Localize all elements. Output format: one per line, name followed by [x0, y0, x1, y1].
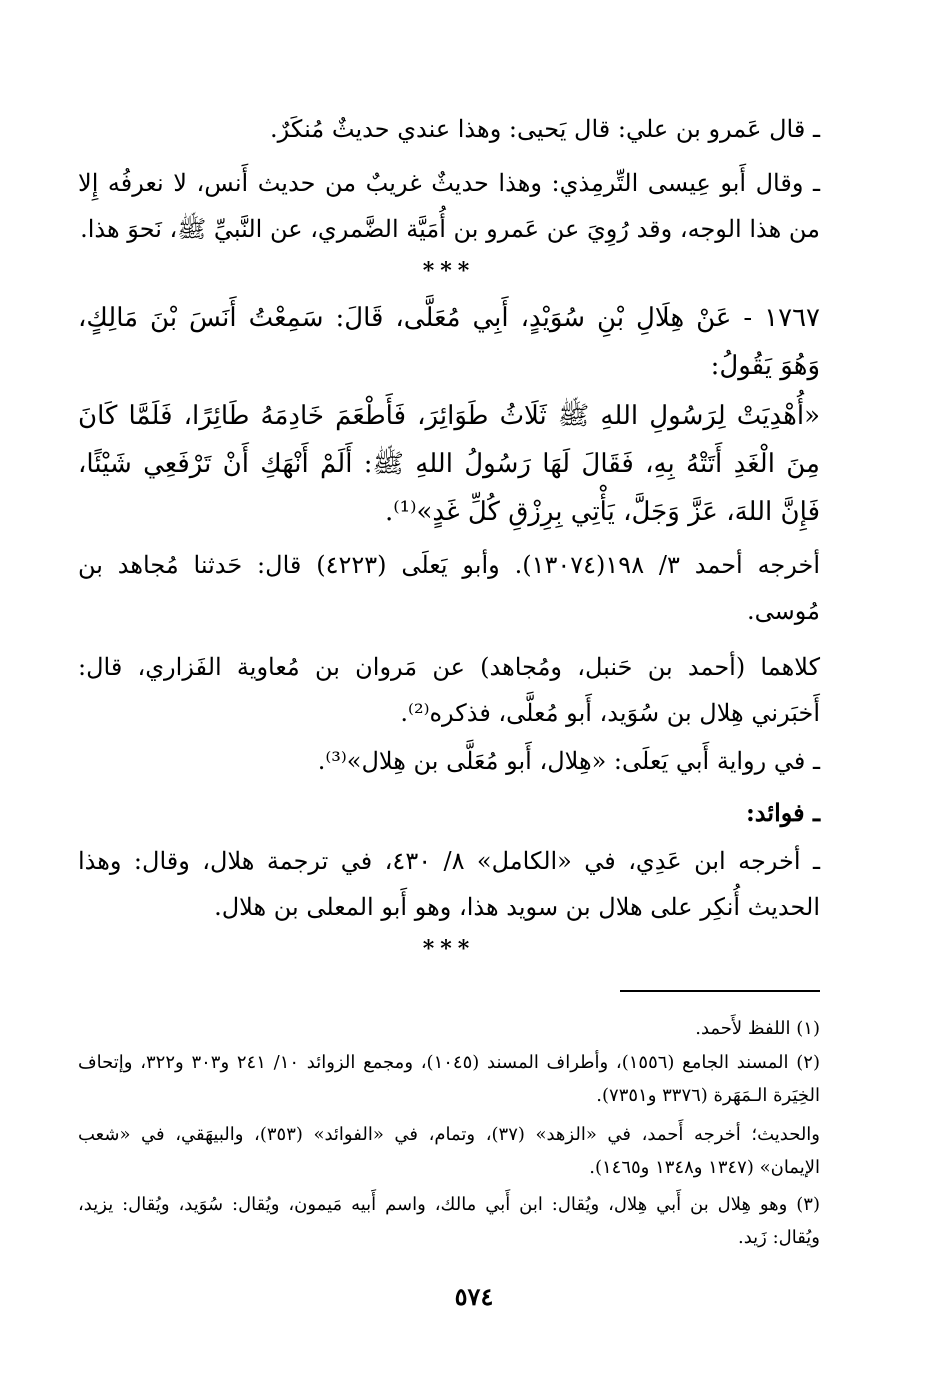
- footnote-1: (١) اللفظ لأَحمد.: [695, 1018, 820, 1039]
- page-number: ٥٧٤: [454, 1282, 494, 1311]
- paragraph-amr-ibn-ali: ـ قال عَمرو بن علي: قال يَحيى: وهذا عندي حديثٌ مُنكَرٌ.: [270, 115, 820, 143]
- footnote-2-continued: والحديث؛ أخرجه أَحمد، في «الزهد» (٣٧)، وتمام، في «الفوائد» (٣٥٣)، والبيهَقي، في «شعب الإيمان» (١٣٤٧ و١٣٤٨ و١٤٦٥).: [78, 1124, 820, 1178]
- paragraph-ibn-adi: ـ أخرجه ابن عَدِي، في «الكامل» ٨/ ٤٣٠، في ترجمة هلال، وقال: وهذا الحديث أُنكِر على هلال بن سويد هذا، وهو أَبو المعلى بن هلال.: [78, 847, 821, 921]
- paragraph-abu-yala-narration: ـ في رواية أَبي يَعلَى: «هِلال، أَبو مُعَلَّى بن هِلال»⁽³⁾.: [317, 747, 820, 775]
- section-separator: ***: [422, 258, 476, 284]
- section-separator: ***: [422, 936, 476, 962]
- hadith-matn: «أُهْدِيَتْ لِرَسُولِ اللهِ ﷺ ثَلَاثُ طَوَائِرَ، فَأَطْعَمَ خَادِمَهُ طَائِرًا، فَلَمَّا كَانَ مِنَ الْغَدِ أَتَتْهُ بِهِ، فَقَالَ لَهَا رَسُولُ اللهِ ﷺ: أَلَمْ أَنْهَكِ أَنْ تَرْفَعِي شَيْئًا، فَإِنَّ اللهَ، عَزَّ وَجَلَّ، يَأْتِي بِرِزْقِ كُلِّ غَدٍ»⁽¹⁾.: [78, 401, 820, 527]
- fawaid-heading: ـ فوائد:: [745, 798, 820, 827]
- footnote-divider: [620, 990, 820, 992]
- paragraph-chain: كلاهما (أحمد بن حَنبل، ومُجاهد) عن مَروان بن مُعاوية الفَزاري، قال: أَخبَرني هِلال بن سُوَيد، أَبو مُعلَّى، فذكره⁽²⁾.: [78, 653, 820, 727]
- hadith-isnad: ١٧٦٧ - عَنْ هِلَالِ بْنِ سُوَيْدٍ، أَبِي مُعَلَّى، قَالَ: سَمِعْتُ أَنَسَ بْنَ مَالِكٍ، وَهُوَ يَقُولُ:: [78, 303, 820, 381]
- footnote-3: (٣) وهو هِلال بن أَبي هِلال، ويُقال: ابن أَبي مالك، واسم أَبيه مَيمون، ويُقال: سُوَيد، ويُقال: يزيد، ويُقال: زَيد.: [78, 1194, 820, 1248]
- footnote-2: (٢) المسند الجامع (١٥٥٦)، وأطراف المسند (١٠٤٥)، ومجمع الزوائد ١٠/ ٢٤١ و٣٠٣ و٣٢٢، وإتحاف الخِيَرة الـمَهَرة (٣٣٧٦ و٧٣٥١).: [78, 1052, 820, 1106]
- paragraph-takhrij: أخرجه أحمد ٣/ ١٩٨(١٣٠٧٤). وأبو يَعلَى (٤٢٢٣) قال: حَدثنا مُجاهد بن مُوسى.: [78, 551, 821, 625]
- paragraph-tirmidhi: ـ وقال أَبو عِيسى التِّرمِذي: وهذا حديثٌ غريبٌ من حديث أَنس، لا نعرفُه إِلا من هذا الوجه، وقد رُوِيَ عن عَمرو بن أُمَيَّة الضَّمري، عن النَّبيِّ ﷺ، نَحوَ هذا.: [78, 169, 820, 243]
